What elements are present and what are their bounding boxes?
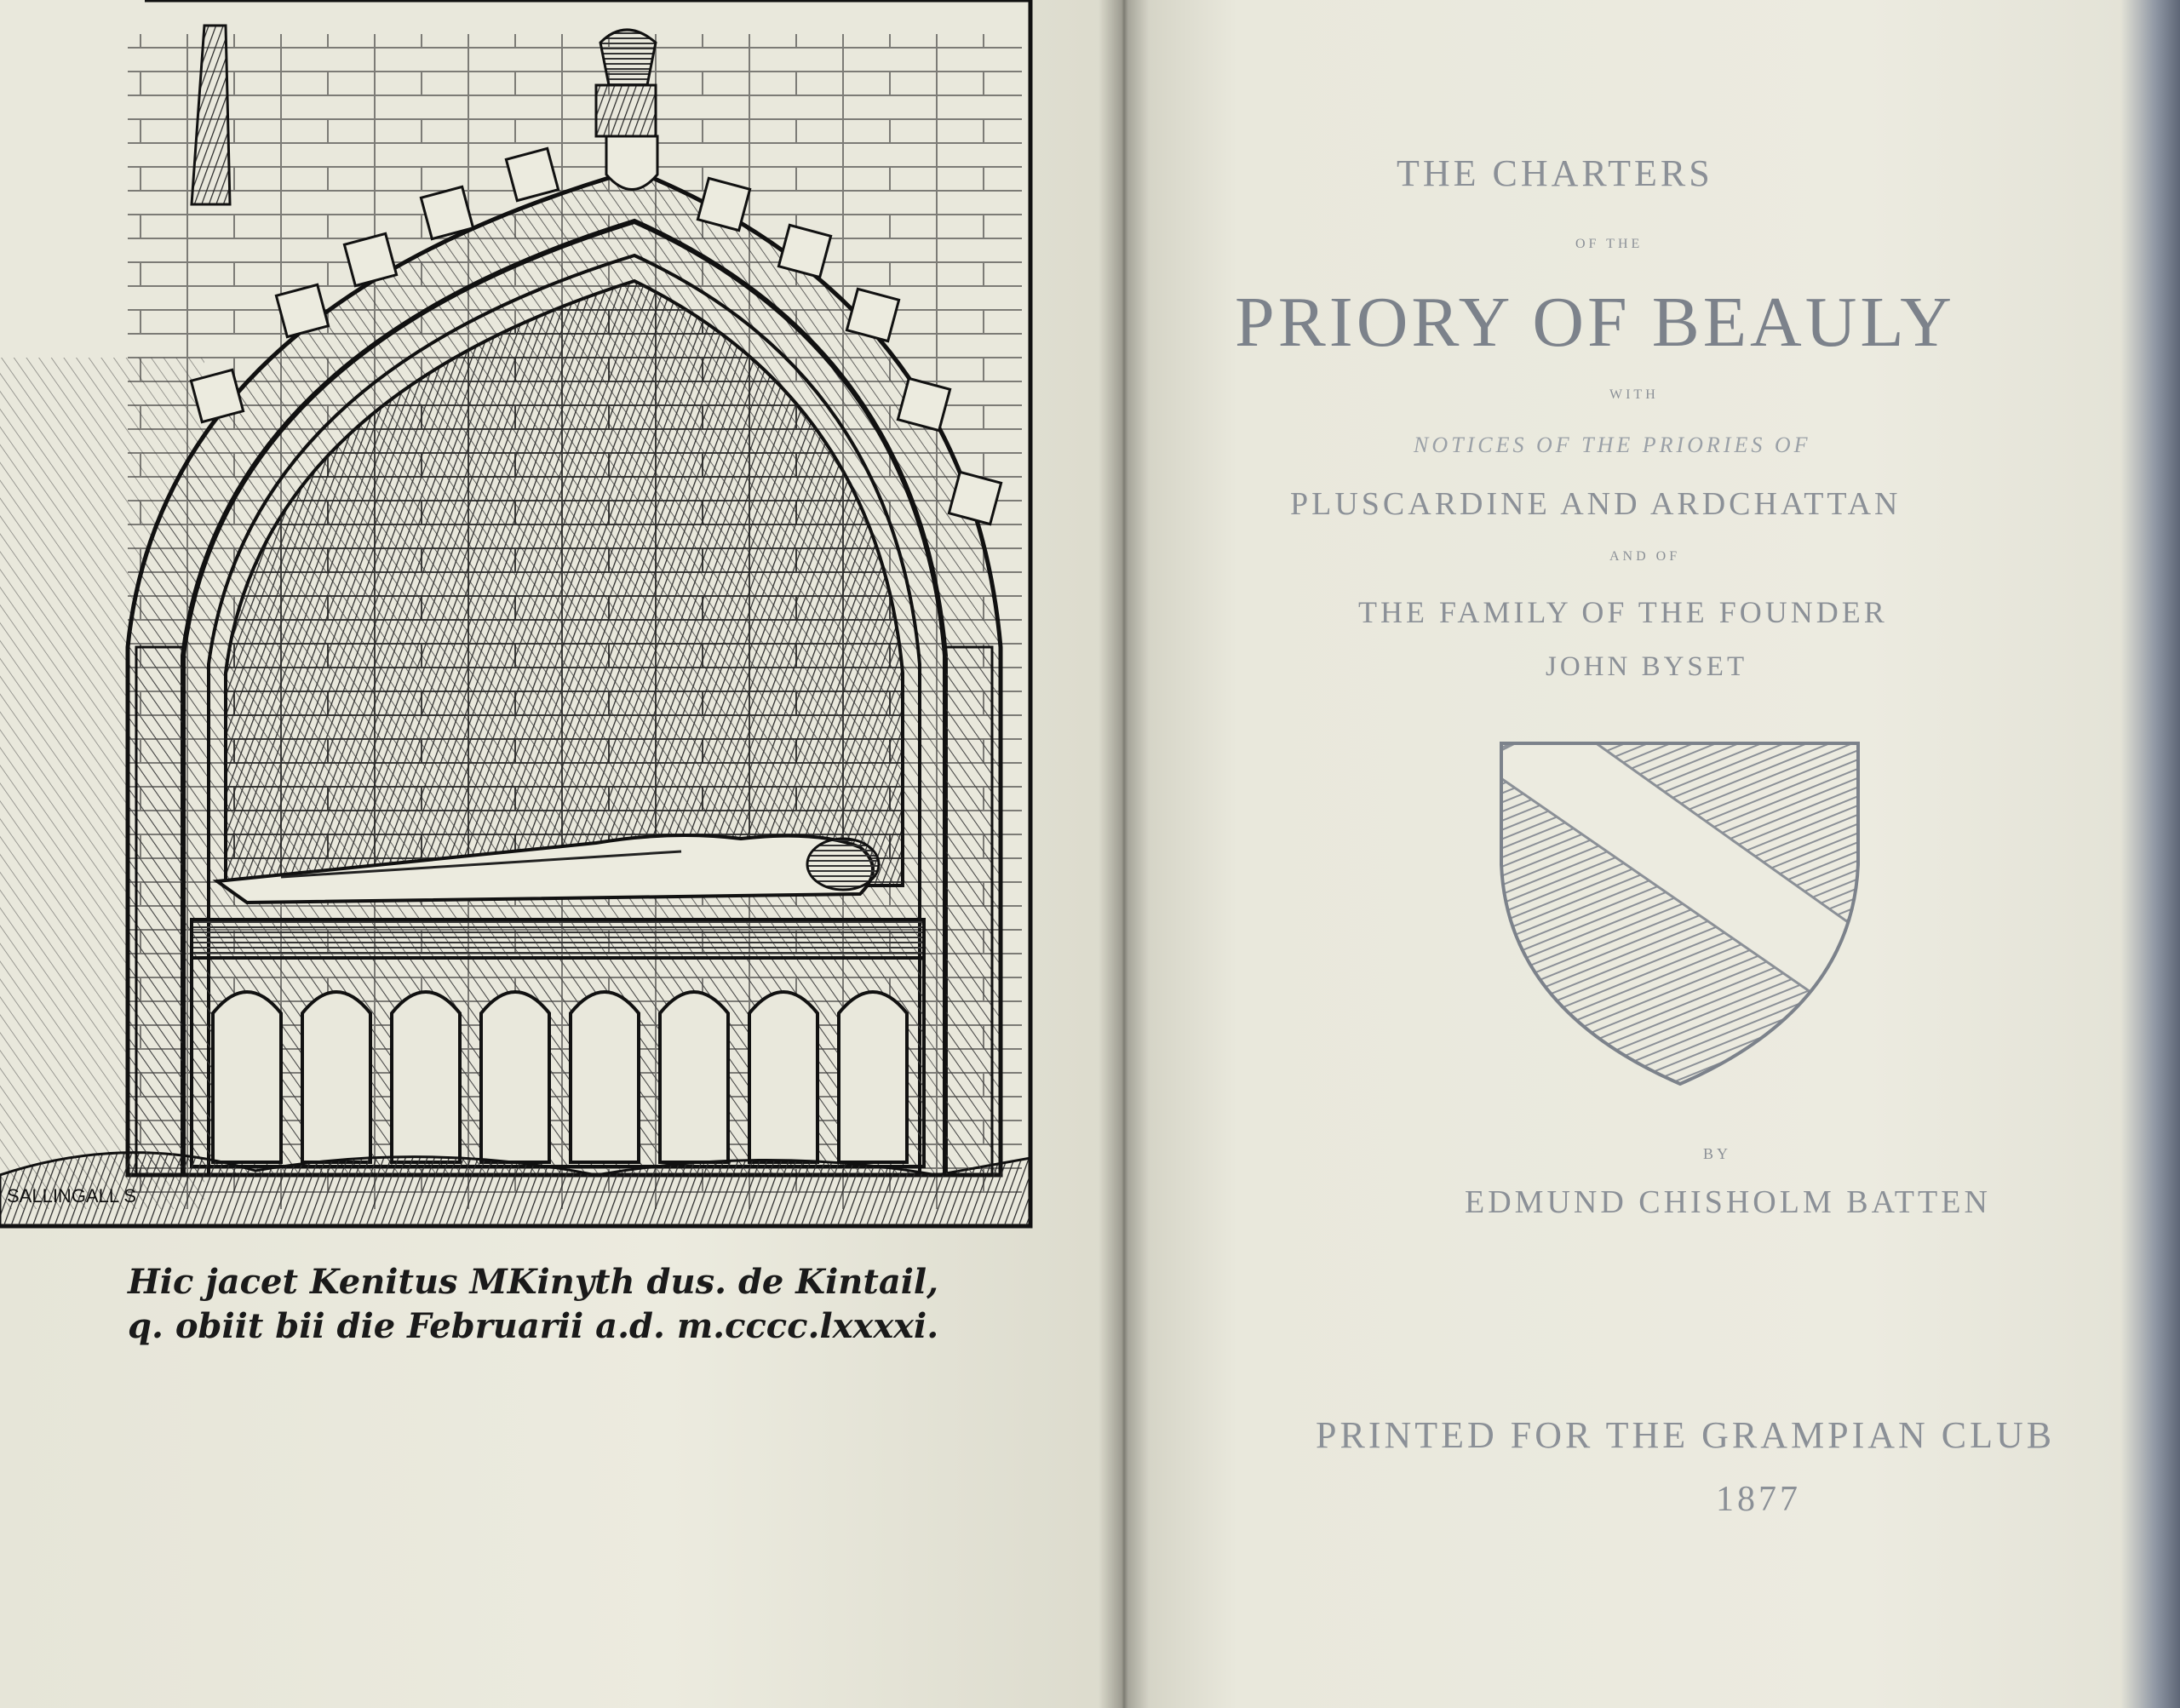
- tomb-engraving: [0, 0, 1035, 1230]
- title-line-and-of: AND OF: [1609, 549, 1681, 564]
- title-page: [1133, 0, 2180, 1708]
- title-line-notices: NOTICES OF THE PRIORIES OF: [1414, 433, 1811, 457]
- coat-of-arms-shield-icon: [1494, 737, 1865, 1090]
- publication-year: 1877: [1716, 1480, 1801, 1519]
- title-line-founder: JOHN BYSET: [1546, 651, 1748, 682]
- heraldic-shield-icon: [606, 136, 657, 190]
- main-title: PRIORY OF BEAULY: [1235, 283, 1955, 362]
- engraving-caption: [128, 1260, 939, 1349]
- caption-line-1: Hic jacet Kenitus MKinyth dus. de Kintail,: [128, 1262, 939, 1302]
- title-line-priories: PLUSCARDINE AND ARDCHATTAN: [1290, 486, 1902, 522]
- title-line-of-the: OF THE: [1575, 237, 1644, 251]
- title-line-with: WITH: [1609, 387, 1659, 402]
- author-name: EDMUND CHISHOLM BATTEN: [1465, 1184, 1991, 1220]
- title-line-family: THE FAMILY OF THE FOUNDER: [1358, 595, 1888, 629]
- title-line-by: BY: [1703, 1145, 1732, 1162]
- title-line-charters: THE CHARTERS: [1397, 152, 1713, 194]
- caption-line-2: q. obiit bii die Februarii a.d. m.cccc.lxxxxi.: [128, 1306, 939, 1346]
- imprint-line: PRINTED FOR THE GRAMPIAN CLUB: [1316, 1414, 2056, 1456]
- engraver-signature: SALLINGALL S: [7, 1185, 137, 1206]
